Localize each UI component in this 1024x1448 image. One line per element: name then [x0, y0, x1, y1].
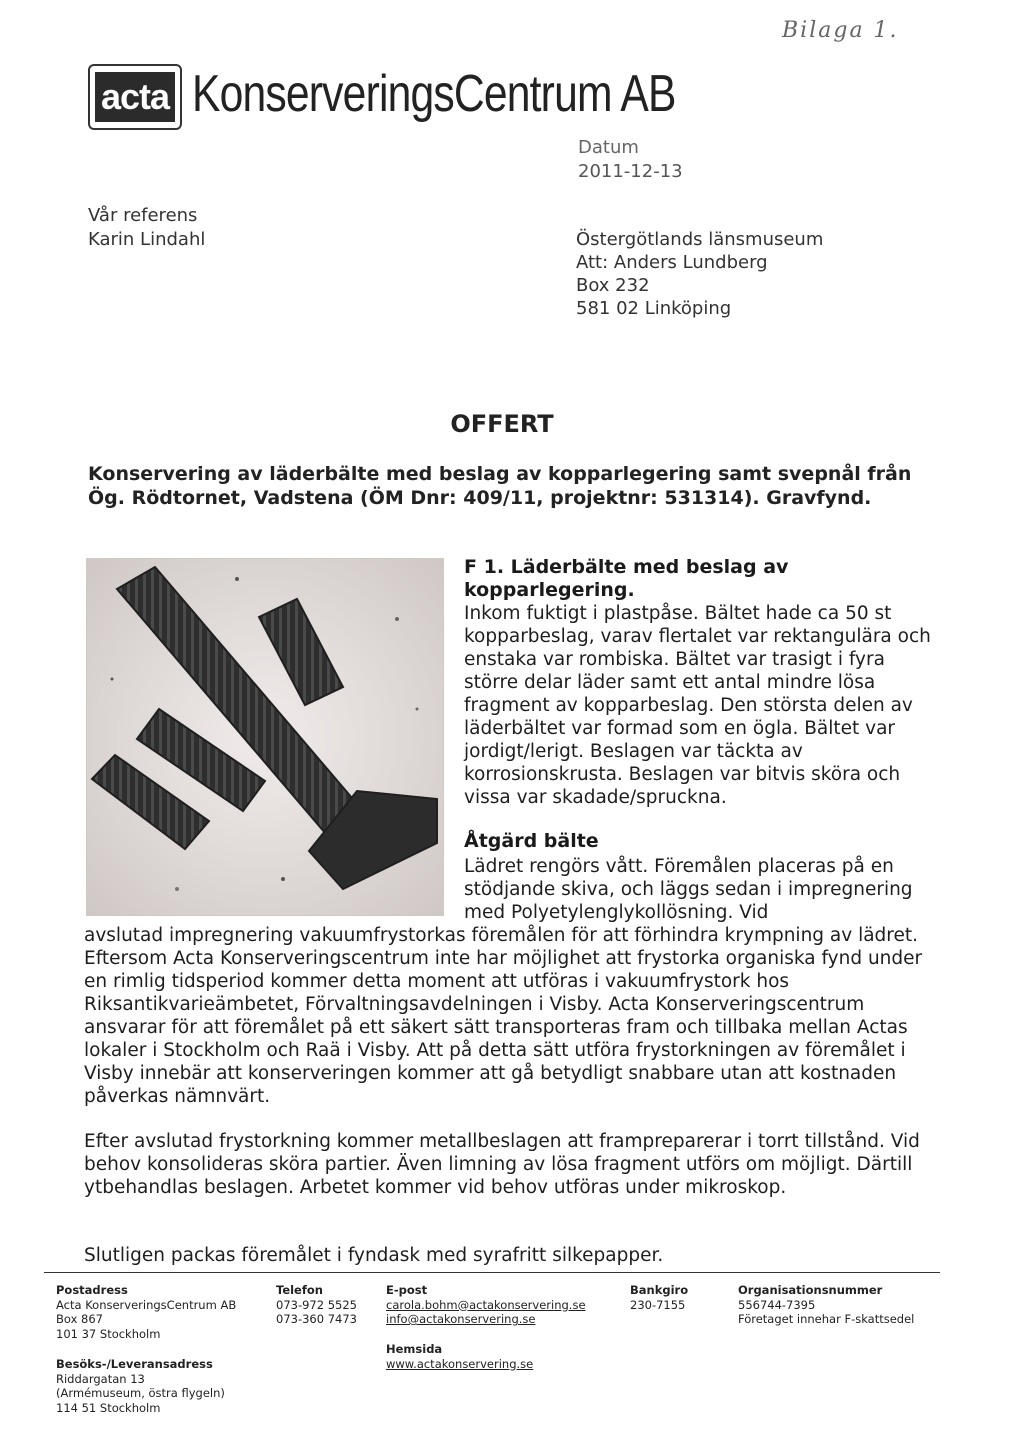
- atgard-text-part1: Lädret rengörs vått. Föremålen placeras på en stödjande skiva, och läggs sedan i impregnering med Polyetylenglykollösning. Vid: [464, 856, 913, 923]
- email-link[interactable]: info@actakonservering.se: [386, 1312, 536, 1326]
- atgard-heading: Åtgärd bälte: [464, 830, 599, 852]
- belt-photo: [86, 558, 444, 916]
- footer-line: Företaget innehar F-skattsedel: [738, 1312, 915, 1326]
- atgard-text-part2: avslutad impregnering vakuumfrystorkas föremålen för att förhindra krympning av lädret. Eftersom Acta Konserveringscentrum inte har möjlighet att frystorka organiska fynd under en rimlig tidsperiod kommer detta moment att utföras i vakuumfrystork hos Riksantikvarieämbetet, Förvaltningsavdelningen i Visby. Acta Konserveringscentrum ansvarar för att föremålet på ett säkert sätt transporteras fram och tillbaka mellan Actas lokaler i Stockholm och Raä i Visby. Att på detta sätt utföra frystorkningen av föremålet i Visby innebär att konserveringen kommer att gå betydligt snabbare utan att kostnaden påverkas nämnvärt.: [84, 925, 923, 1107]
- handwritten-annotation: Bilaga 1.: [782, 18, 899, 43]
- footer-email: [386, 1283, 586, 1327]
- footer-line: Riddargatan 13: [56, 1371, 145, 1386]
- document-title: OFFERT: [450, 410, 554, 438]
- footer-heading: Organisationsnummer: [738, 1283, 883, 1297]
- footer-line: 556744-7395: [738, 1297, 816, 1312]
- footer-heading: E-post: [386, 1283, 428, 1297]
- footer-line: 073-972 5525: [276, 1297, 357, 1312]
- footer-line: 230-7155: [630, 1297, 686, 1312]
- reference-name: Karin Lindahl: [88, 229, 206, 250]
- logo-text: acta: [95, 72, 175, 122]
- footer-heading: Hemsida: [386, 1342, 443, 1356]
- recipient-line: Box 232: [576, 275, 650, 296]
- f1-heading: F 1. Läderbälte med beslag av kopparlegering.: [464, 556, 789, 601]
- footer-heading: Besöks-/Leveransadress: [56, 1357, 213, 1371]
- footer-line: Box 867: [56, 1312, 103, 1326]
- footer-heading: Bankgiro: [630, 1283, 689, 1297]
- footer-heading: Postadress: [56, 1283, 128, 1297]
- footer-line: Acta KonserveringsCentrum AB: [56, 1297, 237, 1312]
- date-value: 2011-12-13: [578, 161, 683, 182]
- f1-description: Inkom fuktigt i plastpåse. Bältet hade ca 50 st kopparbeslag, varav flertalet var rektangulära och enstaka var rombiska. Bältet var trasigt i fyra större delar läder samt ett antal mindre lösa fragment av kopparbeslag. Den största delen av läderbältet var formad som en ögla. Bältet var jordigt/lerigt. Beslagen var täckta av korrosionskrusta. Beslagen var bitvis sköra och vissa var skadade/spruckna.: [464, 603, 931, 808]
- footer-phone: [276, 1283, 357, 1327]
- paragraph-packing: Slutligen packas föremålet i fyndask med syrafritt silkepapper.: [84, 1245, 664, 1266]
- recipient-line: Östergötlands länsmuseum: [576, 229, 824, 250]
- footer-bankgiro: [630, 1283, 688, 1312]
- footer-line: 073-360 7473: [276, 1312, 357, 1326]
- footer-postal-address: [56, 1283, 236, 1341]
- footer-line: 101 37 Stockholm: [56, 1326, 161, 1341]
- footer-visit-address: [56, 1357, 225, 1415]
- date-label: Datum: [578, 137, 639, 158]
- footer-org-number: [738, 1283, 914, 1327]
- footer-divider: [44, 1272, 940, 1273]
- recipient-line: Att: Anders Lundberg: [576, 252, 768, 273]
- email-link[interactable]: carola.bohm@actakonservering.se: [386, 1297, 586, 1312]
- subject-line: Konservering av läderbälte med beslag av kopparlegering samt svepnål från Ög. Rödtornet, Vadstena (ÖM Dnr: 409/11, projektnr: 531314). Gravfynd.: [88, 463, 912, 509]
- footer-line: (Armémuseum, östra flygeln): [56, 1386, 225, 1400]
- paragraph-freeze-drying: Efter avslutad frystorkning kommer metallbeslagen att frampreparerar i torrt tillstånd. Vid behov konsolideras sköra partier. Även limning av lösa fragment utförs om möjligt. Därtill ytbehandlas beslagen. Arbetet kommer vid behov utföras under mikroskop.: [84, 1131, 920, 1198]
- reference-label: Vår referens: [88, 205, 198, 226]
- footer-website: [386, 1342, 533, 1371]
- recipient-line: 581 02 Linköping: [576, 298, 732, 319]
- company-logo: [88, 64, 182, 130]
- footer-heading: Telefon: [276, 1283, 323, 1297]
- company-name: KonserveringsCentrum AB: [192, 65, 676, 123]
- recipient-address: [576, 228, 823, 320]
- footer-line: 114 51 Stockholm: [56, 1400, 161, 1415]
- website-link[interactable]: www.actakonservering.se: [386, 1356, 534, 1371]
